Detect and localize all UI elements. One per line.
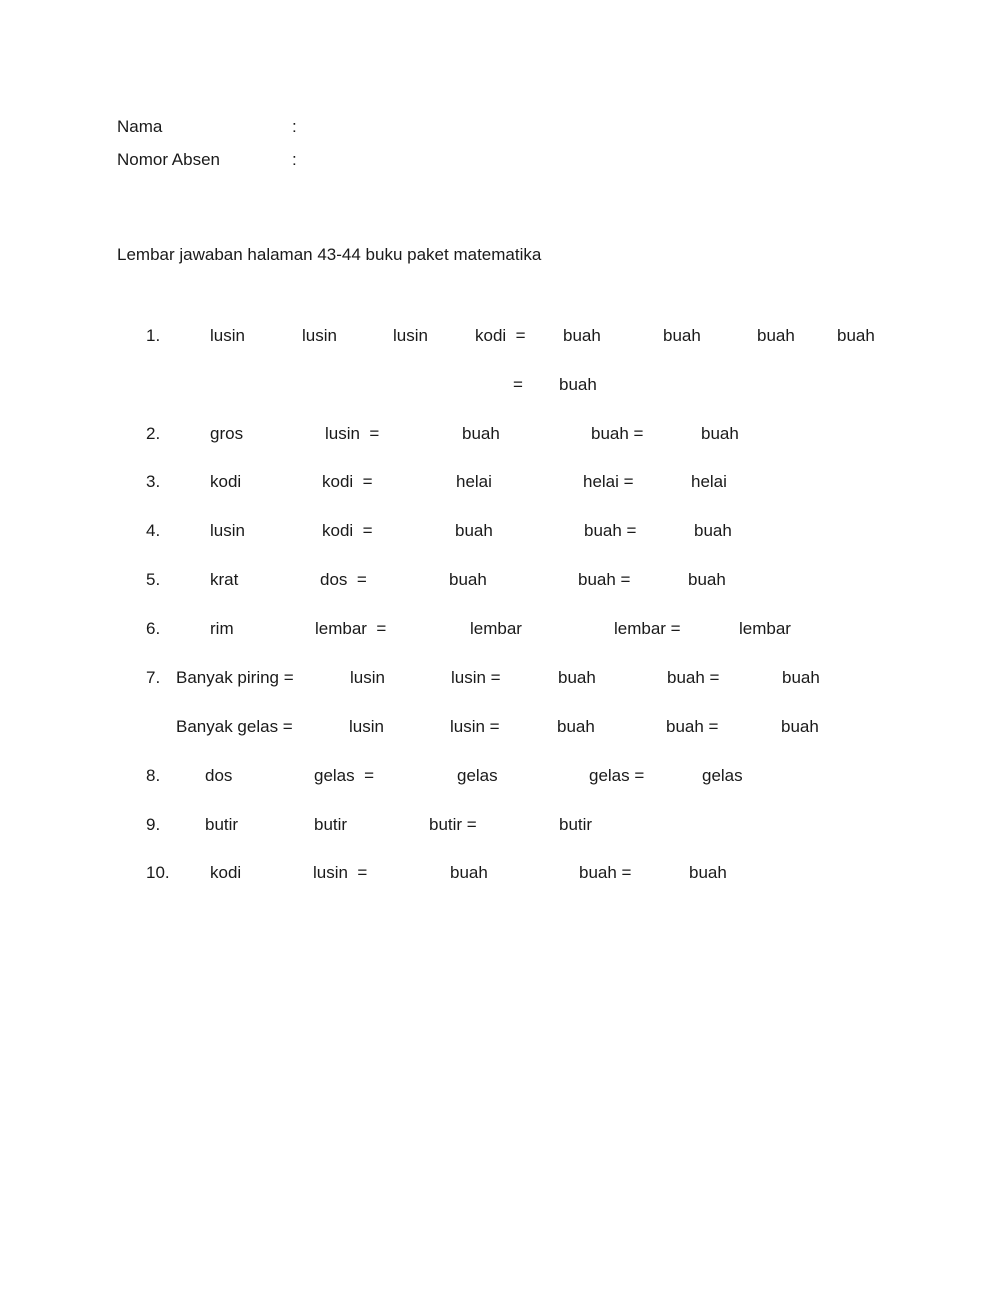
answer-cell: buah [689, 863, 727, 882]
answer-row-2 [0, 424, 1000, 446]
answer-cell: kodi [210, 863, 242, 882]
row-number: 7. [146, 668, 161, 687]
row-number: 6. [146, 619, 161, 638]
answer-row-1-continued [0, 375, 1000, 397]
answer-cell: buah = [579, 863, 632, 882]
absen-row [0, 150, 1000, 172]
answer-cell: butir [205, 815, 239, 834]
answer-cell: buah [559, 375, 597, 394]
answer-cell: gelas [702, 766, 743, 785]
answer-cell: lusin = [325, 424, 380, 443]
row-number: 5. [146, 570, 161, 589]
answer-cell: buah [688, 570, 726, 589]
answer-cell: buah [455, 521, 493, 540]
answer-cell: lembar = [315, 619, 387, 638]
row-number: 10. [146, 863, 170, 882]
answer-row-8 [0, 766, 1000, 788]
answer-row-5 [0, 570, 1000, 592]
answer-cell: lusin = [313, 863, 368, 882]
answer-cell: lusin [210, 326, 245, 345]
answer-cell: lusin [302, 326, 337, 345]
answer-cell: lusin [350, 668, 385, 687]
answer-cell: krat [210, 570, 239, 589]
title-row [0, 245, 1000, 267]
absen-label: Nomor Absen [117, 150, 220, 169]
answer-cell: buah [449, 570, 487, 589]
answer-cell: buah [462, 424, 500, 443]
answer-cell: Banyak gelas = [176, 717, 293, 736]
answer-cell: kodi = [322, 521, 373, 540]
answer-cell: gelas = [589, 766, 645, 785]
answer-cell: lembar [739, 619, 791, 638]
answer-cell: buah [563, 326, 601, 345]
answer-cell: buah [757, 326, 795, 345]
answer-row-7-gelas [0, 717, 1000, 739]
answer-cell: lusin [393, 326, 428, 345]
answer-cell: rim [210, 619, 234, 638]
answer-cell: gelas [457, 766, 498, 785]
absen-colon: : [292, 150, 297, 169]
row-number: 9. [146, 815, 161, 834]
answer-cell: lusin [349, 717, 384, 736]
answer-cell: buah = [578, 570, 631, 589]
answer-cell: buah = [667, 668, 720, 687]
answer-cell: gros [210, 424, 244, 443]
page-title: Lembar jawaban halaman 43-44 buku paket matematika [117, 245, 542, 264]
answer-cell: helai = [583, 472, 634, 491]
answer-row-4 [0, 521, 1000, 543]
answer-cell: butir [559, 815, 593, 834]
answer-cell: lusin = [451, 668, 501, 687]
answer-row-6 [0, 619, 1000, 641]
answer-row-10 [0, 863, 1000, 885]
answer-cell: buah [557, 717, 595, 736]
answer-cell: helai [691, 472, 727, 491]
answer-cell: buah [781, 717, 819, 736]
answer-cell: lembar [470, 619, 522, 638]
answer-cell: buah [701, 424, 739, 443]
answer-cell: gelas = [314, 766, 375, 785]
answer-cell: kodi = [475, 326, 526, 345]
answer-cell: kodi = [322, 472, 373, 491]
answer-cell: helai [456, 472, 492, 491]
answer-cell: buah [694, 521, 732, 540]
answer-cell: butir = [429, 815, 477, 834]
answer-cell: buah = [591, 424, 644, 443]
answer-cell: lusin [210, 521, 245, 540]
answer-cell: dos [205, 766, 233, 785]
answer-cell: = [513, 375, 523, 394]
answer-cell: kodi [210, 472, 242, 491]
name-colon: : [292, 117, 297, 136]
answer-cell: lusin = [450, 717, 500, 736]
answer-row-7 [0, 668, 1000, 690]
row-number: 1. [146, 326, 161, 345]
answer-cell: buah = [584, 521, 637, 540]
answer-row-1 [0, 326, 1000, 348]
name-row [0, 117, 1000, 139]
answer-cell: Banyak piring = [176, 668, 294, 687]
answer-row-9 [0, 815, 1000, 837]
row-number: 8. [146, 766, 161, 785]
answer-cell: buah [782, 668, 820, 687]
row-number: 3. [146, 472, 161, 491]
answer-cell: buah = [666, 717, 719, 736]
answer-cell: lembar = [614, 619, 681, 638]
answer-cell: dos = [320, 570, 367, 589]
name-label: Nama [117, 117, 163, 136]
answer-cell: buah [837, 326, 875, 345]
answer-cell: butir [314, 815, 348, 834]
answer-row-3 [0, 472, 1000, 494]
answer-cell: buah [663, 326, 701, 345]
answer-cell: buah [558, 668, 596, 687]
answer-cell: buah [450, 863, 488, 882]
row-number: 4. [146, 521, 161, 540]
row-number: 2. [146, 424, 161, 443]
